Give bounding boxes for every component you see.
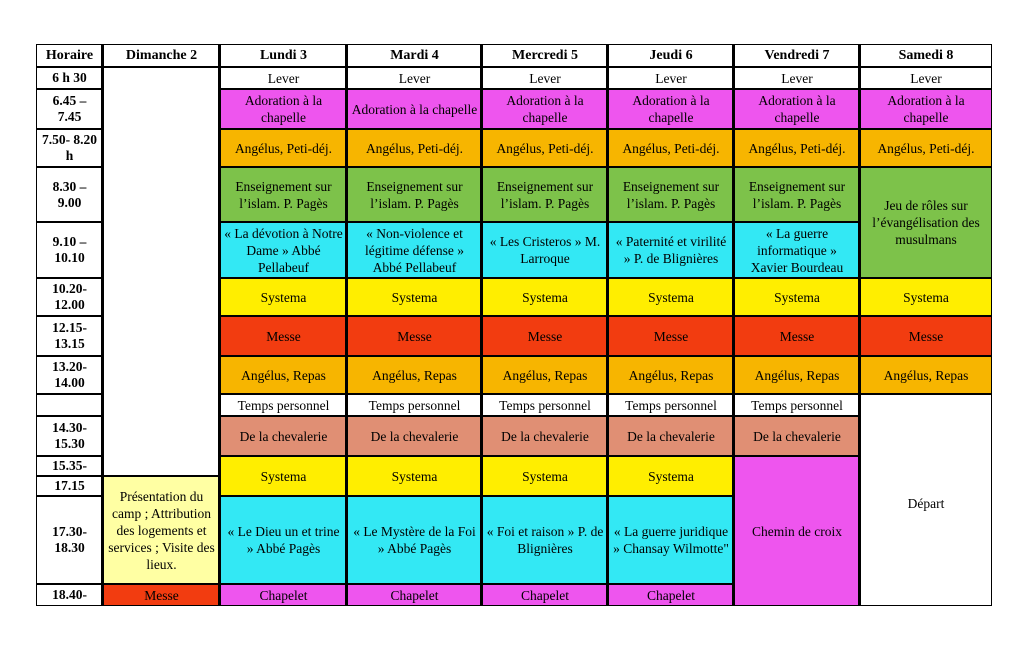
activity-cell: Lever — [734, 67, 860, 89]
time-slot: 17.15 — [36, 476, 103, 496]
activity-cell: Temps personnel — [734, 394, 860, 416]
activity-cell: Chapelet — [608, 584, 734, 606]
schedule-table — [36, 44, 992, 606]
activity-cell: Temps personnel — [347, 394, 482, 416]
activity-cell: « La guerre informatique » Xavier Bourdeau — [734, 222, 860, 278]
column-separator — [101, 44, 104, 606]
activity-cell: « Paternité et virilité » P. de Blignières — [608, 222, 734, 278]
day-header: Dimanche 2 — [103, 44, 220, 67]
activity-cell: Adoration à la chapelle — [734, 89, 860, 129]
activity-cell: Angélus, Peti-déj. — [347, 129, 482, 167]
column-separator — [858, 44, 861, 606]
activity-cell: Angélus, Peti-déj. — [860, 129, 992, 167]
activity-cell: Enseignement sur l’islam. P. Pagès — [608, 167, 734, 222]
activity-cell: Systema — [347, 278, 482, 316]
activity-cell: Messe — [608, 316, 734, 356]
day-header: Mardi 4 — [347, 44, 482, 67]
time-slot: 17.30- 18.30 — [36, 496, 103, 584]
activity-cell: Adoration à la chapelle — [608, 89, 734, 129]
time-slot: 10.20- 12.00 — [36, 278, 103, 316]
activity-cell: De la chevalerie — [482, 416, 608, 456]
activity-cell: Chemin de croix — [734, 456, 860, 606]
activity-cell: Adoration à la chapelle — [860, 89, 992, 129]
day-header: Samedi 8 — [860, 44, 992, 67]
activity-cell: Adoration à la chapelle — [347, 89, 482, 129]
activity-cell: Enseignement sur l’islam. P. Pagès — [482, 167, 608, 222]
activity-cell: Messe — [734, 316, 860, 356]
activity-cell: Chapelet — [482, 584, 608, 606]
activity-cell: Systema — [482, 456, 608, 496]
activity-cell: Adoration à la chapelle — [220, 89, 347, 129]
activity-cell: Messe — [347, 316, 482, 356]
activity-cell: Messe — [860, 316, 992, 356]
activity-cell: Angélus, Peti-déj. — [608, 129, 734, 167]
activity-cell: Adoration à la chapelle — [482, 89, 608, 129]
activity-cell: « Non-violence et légitime défense » Abbé Pellabeuf — [347, 222, 482, 278]
time-slot: 13.20- 14.00 — [36, 356, 103, 394]
activity-cell: De la chevalerie — [220, 416, 347, 456]
activity-cell: Lever — [347, 67, 482, 89]
activity-cell: Angélus, Repas — [860, 356, 992, 394]
activity-cell: « Le Dieu un et trine » Abbé Pagès — [220, 496, 347, 584]
activity-cell: Temps personnel — [482, 394, 608, 416]
time-slot: 14.30- 15.30 — [36, 416, 103, 456]
activity-cell: Systema — [347, 456, 482, 496]
activity-cell: « La dévotion à Notre Dame » Abbé Pellabeuf — [220, 222, 347, 278]
activity-cell: Angélus, Peti-déj. — [734, 129, 860, 167]
activity-cell: Chapelet — [347, 584, 482, 606]
activity-cell: Temps personnel — [220, 394, 347, 416]
time-slot: 6.45 – 7.45 — [36, 89, 103, 129]
activity-cell: Angélus, Repas — [734, 356, 860, 394]
activity-cell: Enseignement sur l’islam. P. Pagès — [220, 167, 347, 222]
activity-cell: Angélus, Repas — [220, 356, 347, 394]
activity-cell: Systema — [608, 278, 734, 316]
day-header: Lundi 3 — [220, 44, 347, 67]
time-slot: 15.35- — [36, 456, 103, 476]
activity-cell: Messe — [103, 584, 220, 606]
activity-cell: Angélus, Repas — [608, 356, 734, 394]
activity-cell — [103, 67, 220, 476]
day-header: Jeudi 6 — [608, 44, 734, 67]
column-separator — [480, 44, 483, 606]
activity-cell: « Les Cristeros » M. Larroque — [482, 222, 608, 278]
activity-cell: Enseignement sur l’islam. P. Pagès — [734, 167, 860, 222]
activity-cell: Systema — [734, 278, 860, 316]
activity-cell: Chapelet — [220, 584, 347, 606]
time-slot: 18.40- — [36, 584, 103, 606]
activity-cell: Lever — [482, 67, 608, 89]
activity-cell: Messe — [220, 316, 347, 356]
day-header: Mercredi 5 — [482, 44, 608, 67]
time-slot: 7.50- 8.20 h — [36, 129, 103, 167]
column-separator — [732, 44, 735, 606]
activity-cell: Messe — [482, 316, 608, 356]
time-slot — [36, 394, 103, 416]
time-slot: 8.30 – 9.00 — [36, 167, 103, 222]
activity-cell: Enseignement sur l’islam. P. Pagès — [347, 167, 482, 222]
activity-cell: « La guerre juridique » Chansay Wilmotte" — [608, 496, 734, 584]
time-slot: 9.10 – 10.10 — [36, 222, 103, 278]
activity-cell: Angélus, Repas — [482, 356, 608, 394]
column-separator — [606, 44, 609, 606]
activity-cell: Systema — [608, 456, 734, 496]
activity-cell: Départ — [860, 394, 992, 606]
activity-cell: Systema — [860, 278, 992, 316]
activity-cell: Présentation du camp ; Attribution des logements et services ; Visite des lieux. — [103, 476, 220, 584]
activity-cell: Systema — [220, 456, 347, 496]
activity-cell: Systema — [482, 278, 608, 316]
activity-cell: Lever — [220, 67, 347, 89]
activity-cell: Temps personnel — [608, 394, 734, 416]
activity-cell: Jeu de rôles sur l’évangélisation des musulmans — [860, 167, 992, 278]
activity-cell: « Foi et raison » P. de Blignières — [482, 496, 608, 584]
column-separator — [345, 44, 348, 606]
activity-cell: « Le Mystère de la Foi » Abbé Pagès — [347, 496, 482, 584]
activity-cell: De la chevalerie — [734, 416, 860, 456]
activity-cell: De la chevalerie — [347, 416, 482, 456]
activity-cell: Angélus, Repas — [347, 356, 482, 394]
time-slot: 6 h 30 — [36, 67, 103, 89]
time-slot: 12.15- 13.15 — [36, 316, 103, 356]
activity-cell: Systema — [220, 278, 347, 316]
column-separator — [218, 44, 221, 606]
activity-cell: Angélus, Peti-déj. — [482, 129, 608, 167]
activity-cell: Angélus, Peti-déj. — [220, 129, 347, 167]
activity-cell: De la chevalerie — [608, 416, 734, 456]
day-header: Vendredi 7 — [734, 44, 860, 67]
day-header: Horaire — [36, 44, 103, 67]
activity-cell: Lever — [860, 67, 992, 89]
activity-cell: Lever — [608, 67, 734, 89]
